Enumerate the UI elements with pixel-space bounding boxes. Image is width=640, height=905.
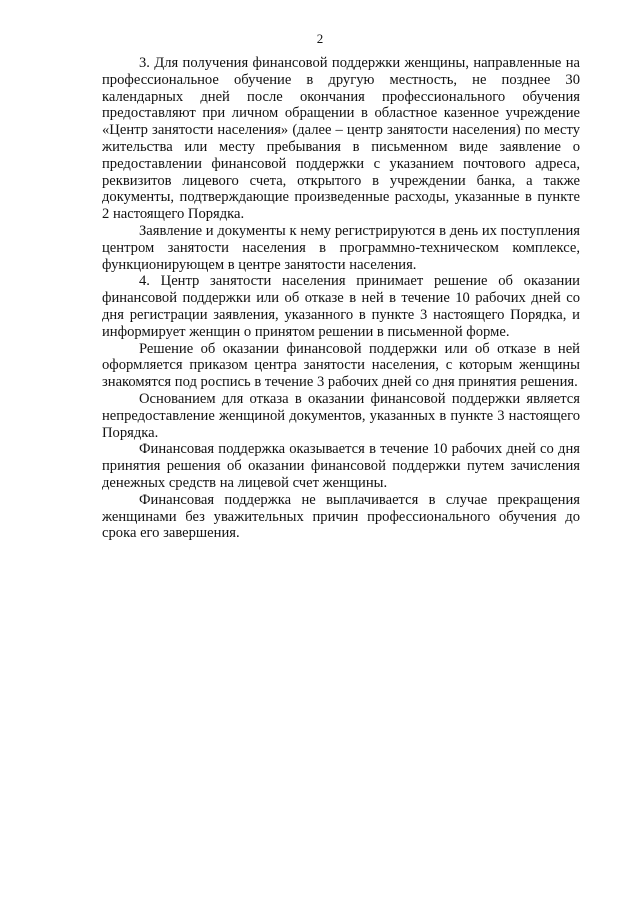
paragraph-decision-order: Решение об оказании финансовой поддержки или об отказе в ней оформляется приказом центра занятости населения, с которым женщины знакомятся под роспись в течение 3 рабочих дней со дня принятия решения. bbox=[102, 340, 580, 391]
paragraph-registration: Заявление и документы к нему регистрируются в день их поступления центром занятости населения в программно-техническом комплексе, функционирующем в центре занятости населения. bbox=[102, 222, 580, 273]
document-body bbox=[102, 55, 580, 542]
paragraph-item-3: 3. Для получения финансовой поддержки женщины, направленные на профессиональное обучение в другую местность, не позднее 30 календарных дней после окончания профессионального обучения предоставляют при личном обращении в областное казенное учреждение «Центр занятости населения» (далее – центр занятости населения) по месту жительства или месту пребывания в письменном виде заявление о предоставлении финансовой поддержки с указанием почтового адреса, реквизитов лицевого счета, открытого в учреждении банка, а также документы, подтверждающие произведенные расходы, указанные в пункте 2 настоящего Порядка. bbox=[102, 55, 580, 223]
page-number: 2 bbox=[316, 31, 324, 46]
paragraph-non-payment: Финансовая поддержка не выплачивается в случае прекращения женщинами без уважительных причин профессионального обучения до срока его завершения. bbox=[102, 491, 580, 542]
paragraph-payment-term: Финансовая поддержка оказывается в течение 10 рабочих дней со дня принятия решения об оказании финансовой поддержки путем зачисления денежных средств на лицевой счет женщины. bbox=[102, 441, 580, 491]
paragraph-refusal-grounds: Основанием для отказа в оказании финансовой поддержки является непредоставление женщиной документов, указанных в пункте 3 настоящего Порядка. bbox=[102, 390, 580, 441]
paragraph-item-4: 4. Центр занятости населения принимает решение об оказании финансовой поддержки или об отказе в ней в течение 10 рабочих дней со дня регистрации заявления, указанного в пункте 3 настоящего Порядка, и информирует женщин о принятом решении в письменной форме. bbox=[102, 273, 580, 340]
